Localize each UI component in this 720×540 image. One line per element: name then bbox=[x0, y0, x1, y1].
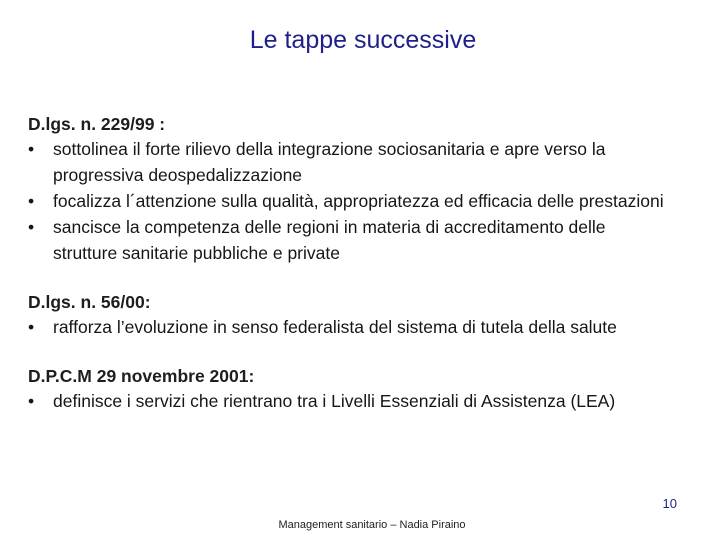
section-heading: D.lgs. n. 229/99 : bbox=[28, 114, 166, 134]
footer-text: Management sanitario – Nadia Piraino bbox=[278, 519, 466, 531]
bullet-item bbox=[28, 314, 668, 340]
bullet-text: sancisce la competenza delle regioni in materia di accreditamento delle strutture sanitarie pubbliche e private bbox=[53, 217, 606, 263]
section-heading: D.P.C.M 29 novembre 2001: bbox=[28, 366, 255, 386]
bullet-icon: • bbox=[28, 217, 35, 237]
page-number: 10 bbox=[662, 496, 677, 511]
bullet-item bbox=[28, 214, 668, 266]
section-dpcm-2001 bbox=[28, 364, 668, 414]
bullet-text: focalizza l´attenzione sulla qualità, appropriatezza ed efficacia delle prestazioni bbox=[53, 191, 664, 211]
bullet-icon: • bbox=[28, 317, 35, 337]
slide-body bbox=[28, 112, 668, 414]
bullet-text: rafforza l’evoluzione in senso federalista del sistema di tutela della salute bbox=[53, 317, 617, 337]
bullet-item bbox=[28, 188, 668, 214]
bullet-icon: • bbox=[28, 139, 35, 159]
bullet-text: definisce i servizi che rientrano tra i Livelli Essenziali di Assistenza (LEA) bbox=[53, 391, 616, 411]
bullet-item bbox=[28, 136, 668, 188]
bullet-icon: • bbox=[28, 391, 35, 411]
section-heading: D.lgs. n. 56/00: bbox=[28, 292, 151, 312]
bullet-icon: • bbox=[28, 191, 35, 211]
bullet-item bbox=[28, 388, 668, 414]
slide-title: Le tappe successive bbox=[249, 26, 477, 54]
section-dlgs-56-00 bbox=[28, 290, 668, 340]
section-dlgs-229-99 bbox=[28, 112, 668, 266]
bullet-text: sottolinea il forte rilievo della integrazione sociosanitaria e apre verso la progressiva deospedalizzazione bbox=[53, 139, 606, 185]
